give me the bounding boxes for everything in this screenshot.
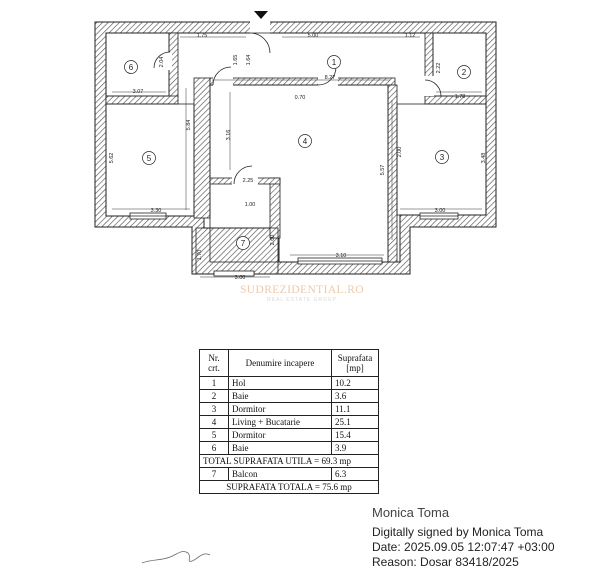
cell-area: 10.2: [332, 377, 379, 390]
cell-area: 6.3: [332, 468, 379, 481]
cell-name: Hol: [229, 377, 332, 390]
dim-label: 1.00: [244, 202, 256, 208]
dim-label: 2.04: [159, 56, 165, 68]
room-number: 3: [439, 153, 445, 162]
dim-label: 5.84: [186, 119, 192, 131]
cell-name: Dormitor: [229, 429, 332, 442]
dim-label: 1.12: [404, 33, 416, 39]
wall-4-3: [388, 85, 397, 262]
wall-balcony: [270, 178, 280, 238]
wall-hall-4: [210, 78, 395, 85]
cell-area: 11.1: [332, 403, 379, 416]
room-number: 6: [128, 63, 134, 72]
cell-nr: 5: [200, 429, 229, 442]
signer-name: Monica Toma: [372, 505, 450, 520]
cell-name: Dormitor: [229, 403, 332, 416]
dim-label: 3.10: [335, 253, 347, 259]
total-row: [200, 481, 379, 494]
dim-label: 3.00: [434, 208, 446, 214]
dim-label: 3.30: [150, 208, 162, 214]
dim-label: 5.00: [307, 33, 319, 39]
cell-name: Living + Bucatarie: [229, 416, 332, 429]
header-area: Suprafata [mp]: [332, 350, 379, 377]
dim-label: 3.16: [226, 129, 232, 141]
table-row: [200, 377, 379, 390]
cell-nr: 7: [200, 468, 229, 481]
signature-line-3: Reason: Dosar 83418/2025: [372, 555, 519, 569]
watermark: [232, 284, 372, 303]
room-number: 1: [331, 58, 337, 67]
signature-line-1: Digitally signed by Monica Toma: [372, 525, 544, 539]
cell-nr: 3: [200, 403, 229, 416]
table-row: [200, 429, 379, 442]
cell-area: 3.9: [332, 442, 379, 455]
cell-area: 15.4: [332, 429, 379, 442]
dim-label: 2.22: [436, 62, 442, 74]
wall-6-5: [106, 96, 178, 104]
dim-label: 8.27: [324, 75, 336, 81]
dim-label: 1.65: [233, 54, 239, 66]
cell-area: 3.6: [332, 390, 379, 403]
table-row: [200, 390, 379, 403]
cell-name: Balcon: [229, 468, 332, 481]
room-number: 5: [146, 154, 152, 163]
table-row: [200, 442, 379, 455]
dim-label: 1.70: [197, 249, 203, 261]
total-util-row: [200, 455, 379, 468]
cell-nr: 6: [200, 442, 229, 455]
signature-scribble: [140, 545, 220, 565]
room-number: 7: [240, 239, 246, 248]
dim-label: 2.00: [397, 146, 403, 158]
wall-5-4: [194, 78, 210, 218]
header-nr: Nr. crt.: [200, 350, 229, 377]
dim-label: 2.25: [242, 178, 254, 184]
signature-line-2: Date: 2025.09.05 12:07:47 +03:00: [372, 540, 555, 554]
room-number: 2: [461, 68, 467, 77]
cell-nr: 4: [200, 416, 229, 429]
room-number: 4: [302, 137, 308, 146]
dim-label: 1.64: [246, 54, 252, 66]
dim-label: 1.75: [196, 33, 208, 39]
cell-nr: 1: [200, 377, 229, 390]
table-header-row: [200, 350, 379, 377]
dim-label: 2.60: [270, 234, 276, 246]
table-row: [200, 403, 379, 416]
header-name: Denumire incapere: [229, 350, 332, 377]
watermark-title: SUDREZIDENTIAL.RO: [239, 284, 365, 296]
entrance-arrow-icon: [254, 11, 268, 19]
total-util: TOTAL SUPRAFATA UTILA = 69.3 mp: [200, 455, 379, 468]
dim-label: 5.57: [380, 164, 386, 176]
dim-label: 0.70: [294, 95, 306, 101]
dim-label: 3.07: [132, 89, 144, 95]
cell-nr: 2: [200, 390, 229, 403]
rooms-table: [199, 349, 379, 494]
total: SUPRAFATA TOTALA = 75.6 mp: [200, 481, 379, 494]
cell-name: Baie: [229, 442, 332, 455]
table-row: [200, 468, 379, 481]
table-row: [200, 416, 379, 429]
dim-label: 1.78: [454, 94, 466, 100]
cell-name: Baie: [229, 390, 332, 403]
watermark-subtitle: REAL ESTATE GROUP: [267, 297, 337, 303]
dim-label: 3.48: [481, 152, 487, 164]
cell-area: 25.1: [332, 416, 379, 429]
dim-label: 5.62: [109, 152, 115, 164]
dim-label: 3.00: [234, 275, 246, 281]
